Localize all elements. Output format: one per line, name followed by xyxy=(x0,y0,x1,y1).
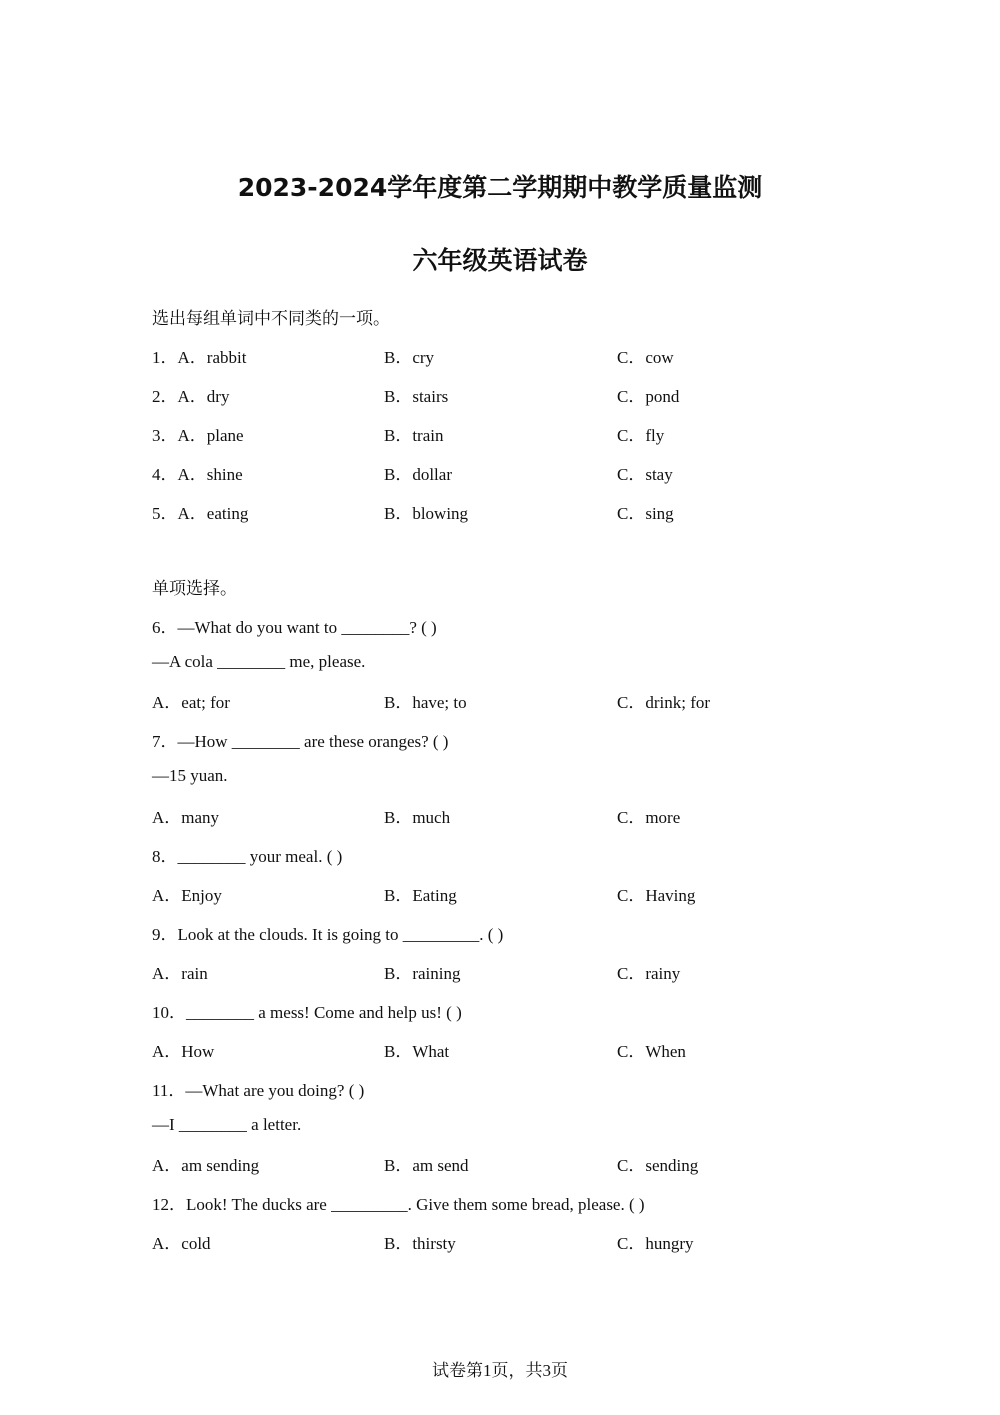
option-a: A．rain xyxy=(152,964,208,983)
option-b: B．am send xyxy=(384,1156,469,1175)
option-c: C．stay xyxy=(617,465,673,484)
option-b: B．blowing xyxy=(384,504,469,523)
option-b: B．much xyxy=(384,808,451,827)
option-a: A．am sending xyxy=(152,1156,260,1175)
option-a: 1．A．rabbit xyxy=(152,348,247,367)
option-b: B．have; to xyxy=(384,693,467,712)
option-b: B．thirsty xyxy=(384,1234,456,1253)
options-row xyxy=(152,1037,852,1061)
option-c: C．When xyxy=(617,1042,686,1061)
option-c: C．cow xyxy=(617,348,674,367)
question-dialogue: —15 yuan. xyxy=(152,766,228,785)
options-row xyxy=(152,1151,852,1175)
options-row xyxy=(152,1229,852,1253)
options-row xyxy=(152,688,852,712)
option-b: B．dollar xyxy=(384,465,452,484)
option-b: B．stairs xyxy=(384,387,449,406)
question-row xyxy=(152,499,852,523)
question-stem: 11．—What are you doing? ( ) xyxy=(152,1081,365,1100)
options-row xyxy=(152,959,852,983)
section-heading-single-choice: 单项选择。 xyxy=(152,579,237,599)
option-a: A．How xyxy=(152,1042,215,1061)
section-heading-odd-one-out: 选出每组单词中不同类的一项。 xyxy=(152,309,390,329)
option-a: 5．A．eating xyxy=(152,504,249,523)
question-row xyxy=(152,382,852,406)
option-c: C．sending xyxy=(617,1156,699,1175)
page-number: 试卷第1页，共3页 xyxy=(432,1361,568,1380)
question-stem: 9．Look at the clouds. It is going to _________. ( ) xyxy=(152,925,504,944)
option-c: C．hungry xyxy=(617,1234,694,1253)
question-stem: 10．________ a mess! Come and help us! ( ) xyxy=(152,1003,462,1022)
question-row xyxy=(152,421,852,445)
option-c: C．more xyxy=(617,808,681,827)
option-a: A．cold xyxy=(152,1234,211,1253)
options-row xyxy=(152,881,852,905)
exam-subtitle: 六年级英语试卷 xyxy=(412,246,588,275)
question-stem: 8．________ your meal. ( ) xyxy=(152,847,343,866)
option-a: A．Enjoy xyxy=(152,886,222,905)
question-stem: 7．—How ________ are these oranges? ( ) xyxy=(152,732,449,751)
option-c: C．Having xyxy=(617,886,696,905)
option-c: C．rainy xyxy=(617,964,681,983)
option-b: B．cry xyxy=(384,348,435,367)
exam-title: 2023-2024学年度第二学期期中教学质量监测 xyxy=(237,173,763,202)
question-dialogue: —A cola ________ me, please. xyxy=(152,652,366,671)
question-row xyxy=(152,460,852,484)
option-b: B．Eating xyxy=(384,886,457,905)
option-c: C．drink; for xyxy=(617,693,711,712)
options-row xyxy=(152,803,852,827)
option-c: C．sing xyxy=(617,504,674,523)
option-a: A．eat; for xyxy=(152,693,230,712)
question-stem: 6．—What do you want to ________? ( ) xyxy=(152,618,437,637)
option-b: B．What xyxy=(384,1042,450,1061)
question-stem: 12．Look! The ducks are _________. Give them some bread, please. ( ) xyxy=(152,1195,645,1214)
option-b: B．train xyxy=(384,426,444,445)
option-b: B．raining xyxy=(384,964,461,983)
option-a: 3．A．plane xyxy=(152,426,244,445)
option-a: A．many xyxy=(152,808,220,827)
option-c: C．pond xyxy=(617,387,680,406)
option-c: C．fly xyxy=(617,426,665,445)
option-a: 4．A．shine xyxy=(152,465,243,484)
question-dialogue: —I ________ a letter. xyxy=(152,1115,302,1134)
question-row xyxy=(152,343,852,367)
option-a: 2．A．dry xyxy=(152,387,230,406)
